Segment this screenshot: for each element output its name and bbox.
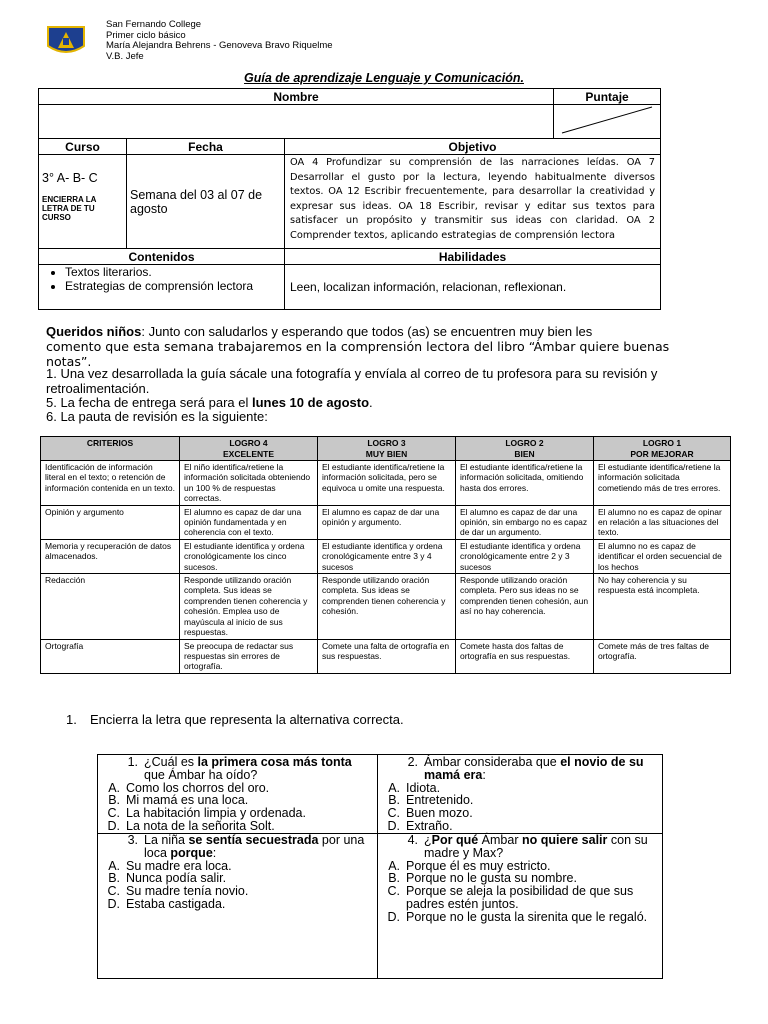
due-date: lunes 10 de agosto <box>251 395 370 410</box>
divider <box>377 754 378 978</box>
rubric-cell: El alumno es capaz de dar una opinión y argumento. <box>318 505 456 539</box>
section-instruction <box>66 712 404 727</box>
rubric-cell: El estudiante identifica y ordena cronológicamente entre 3 y 4 sucesos <box>318 539 456 573</box>
option-text: La habitación limpia y ordenada. <box>126 806 306 821</box>
q-text: La niña <box>144 833 189 847</box>
option-letter[interactable]: B. <box>108 793 120 808</box>
option-text: Su madre era loca. <box>126 858 232 873</box>
rubric-row <box>41 574 731 639</box>
rubric-header-row <box>41 437 731 461</box>
option-d[interactable] <box>104 820 370 833</box>
rubric-cell: El niño identifica/retiene la información solicitada obteniendo un 100 % de respuestas correctas. <box>180 461 318 506</box>
school-cycle: Primer ciclo básico <box>106 29 186 41</box>
rubric-cell: Ortografía <box>41 639 180 673</box>
contenido-item: • Estrategias de comprensión lectora <box>65 280 284 294</box>
rubric-cell: El estudiante identifica/retiene la información solicitada, pero se equivoca u omite una respuesta. <box>318 461 456 506</box>
question-text <box>144 834 370 860</box>
rubric-header-l1: LOGRO 3 <box>367 438 406 448</box>
habilidades-header: Habilidades <box>285 249 661 265</box>
rubric-header-l2: POR MEJORAR <box>630 448 694 459</box>
question-text <box>424 834 656 860</box>
option-text: Buen mozo. <box>406 806 473 821</box>
rubric-header <box>318 437 456 461</box>
question-1 <box>104 756 370 833</box>
rubric-header-l2: EXCELENTE <box>222 448 274 459</box>
q-bold: porque <box>170 845 213 860</box>
option-text: Porque no le gusta su nombre. <box>406 871 577 886</box>
rubric-cell: El alumno no es capaz de identificar el orden secuencial de los hechos <box>594 539 731 573</box>
fecha-value: Semana del 03 al 07 de agosto <box>127 155 285 249</box>
objetivo-header: Objetivo <box>285 139 661 155</box>
option-text: Estaba castigada. <box>126 896 226 911</box>
rubric-header <box>41 437 180 461</box>
rubric-row <box>41 505 731 539</box>
question-number: 3. <box>127 833 138 847</box>
q-bold: la primera cosa más tonta <box>197 755 352 769</box>
teacher-names: María Alejandra Behrens - Genoveva Bravo Riquelme <box>106 40 333 51</box>
rubric-row <box>41 461 731 506</box>
q-text: ¿Cuál es <box>144 755 198 769</box>
q-text: : <box>212 845 217 860</box>
rubric-cell: El estudiante identifica/retiene la información solicitada, omitiendo hasta dos errores. <box>456 461 594 506</box>
curso-note: ENCIERRA LA LETRA DE TU CURSO <box>42 195 97 222</box>
option-letter[interactable]: D. <box>387 909 400 924</box>
rubric-header <box>594 437 731 461</box>
q-text: con su madre y Max? <box>424 833 648 860</box>
question-2 <box>384 756 656 833</box>
option-letter[interactable]: C. <box>107 806 120 821</box>
intro-greeting <box>46 325 710 340</box>
curso-value: 3° A- B- C <box>42 171 98 185</box>
question-stem <box>384 756 656 782</box>
objetivo-value: OA 4 Profundizar su comprensión de las narraciones leídas. OA 7 Desarrollar el gusto por la lectura, leyendo habitualmente diversos textos. OA 12 Escribir frecuentemente, para desarrollar la creatividad y expresar sus ideas. OA 18 Escribir, revisar y editar sus textos para satisfacer un propósito y transmitir sus ideas con claridad. OA 2 Comprender textos, aplicando estrategias de comprensión lectora <box>285 155 661 249</box>
section-number: 1. <box>66 712 77 727</box>
q-text: por una loca <box>144 833 365 860</box>
info-table <box>38 88 661 310</box>
rubric-cell: Comete una falta de ortografía en sus respuestas. <box>318 639 456 673</box>
question-number: 2. <box>407 755 418 769</box>
rubric-cell: Se preocupa de redactar sus respuestas sin errores de ortografía. <box>180 639 318 673</box>
step-5-end: . <box>369 395 373 410</box>
option-letter[interactable]: A. <box>108 858 120 873</box>
option-letter[interactable]: D. <box>107 896 120 911</box>
rubric-cell: Memoria y recuperación de datos almacenados. <box>41 539 180 573</box>
rubric-row <box>41 639 731 673</box>
school-info <box>106 20 333 62</box>
option-text: Idiota. <box>406 780 441 795</box>
school-logo <box>46 24 86 60</box>
rubric-cell: El alumno es capaz de dar una opinión fundamentada y en coherencia con el texto. <box>180 505 318 539</box>
option-letter[interactable]: C. <box>387 884 400 899</box>
rubric-header <box>456 437 594 461</box>
contenidos-cell <box>39 265 285 310</box>
option-text: Porque no le gusta la sirenita que le regaló. <box>406 909 648 924</box>
option-letter[interactable]: C. <box>107 884 120 899</box>
rubric-header-l1: LOGRO 1 <box>642 438 682 448</box>
intro-line2: comento que esta semana trabajaremos en la comprensión lectora del libro “Ámbar quiere buenas notas”. <box>46 339 670 369</box>
rubric-cell: Responde utilizando oración completa. Pero sus ideas no se comprenden tienen cohesión, aun así no hay coherencia. <box>456 574 594 639</box>
rubric-cell: El alumno no es capaz de opinar en relación a las situaciones del texto. <box>594 505 731 539</box>
question-stem <box>384 834 656 860</box>
option-text: Entretenido. <box>406 793 474 808</box>
rubric-cell: Responde utilizando oración completa. Sus ideas se comprenden tienen coherencia y cohesión. <box>318 574 456 639</box>
option-text: Porque se aleja la posibilidad de que sus padres estén juntos. <box>406 884 634 911</box>
question-3 <box>104 834 370 911</box>
puntaje-header: Puntaje <box>554 89 661 105</box>
q-text: ¿ <box>424 833 432 847</box>
step-6: 6. La pauta de revisión es la siguiente: <box>46 409 268 424</box>
step-1: 1. Una vez desarrollada la guía sácale una fotografía y envíala al correo de tu profesora para su revisión y retroalimentación. <box>46 366 658 396</box>
step-5-text: 5. La fecha de entrega será para el <box>46 395 252 410</box>
option-letter[interactable]: C. <box>387 806 400 821</box>
rubric-header <box>180 437 318 461</box>
q-text: Ámbar <box>478 833 522 847</box>
option-letter[interactable]: D. <box>387 818 400 833</box>
rubric-cell: Opinión y argumento <box>41 505 180 539</box>
habilidades-value: Leen, localizan información, relacionan, reflexionan. <box>285 265 661 310</box>
rubric-header-l1: CRITERIOS <box>86 438 134 448</box>
q-bold: el novio de su mamá era <box>424 755 644 782</box>
curso-cell[interactable] <box>39 155 127 249</box>
option-d[interactable] <box>384 911 656 924</box>
option-text: Porque él es muy estricto. <box>406 858 551 873</box>
option-letter[interactable]: B. <box>108 871 120 886</box>
rubric-cell: No hay coherencia y su respuesta está incompleta. <box>594 574 731 639</box>
q-bold: se sentía secuestrada <box>188 833 319 847</box>
puntaje-field[interactable] <box>554 105 661 139</box>
option-text: La nota de la señorita Solt. <box>126 818 275 833</box>
question-number: 1. <box>127 755 138 769</box>
question-number: 4. <box>407 833 418 847</box>
contenido-item: • Textos literarios. <box>65 266 284 280</box>
option-text: Nunca podía salir. <box>126 871 227 886</box>
diagonal-line <box>554 105 661 135</box>
rubric-table <box>40 436 731 674</box>
option-letter[interactable]: D. <box>107 818 120 833</box>
option-text: Como los chorros del oro. <box>126 780 270 795</box>
question-4 <box>384 834 656 924</box>
option-d[interactable] <box>384 820 656 833</box>
q-text: Ámbar consideraba que <box>424 755 561 769</box>
question-text <box>144 756 370 782</box>
rubric-header-l2: MUY BIEN <box>365 448 408 459</box>
rubric-cell: El estudiante identifica y ordena cronológicamente entre 2 y 3 sucesos <box>456 539 594 573</box>
rubric-header-l2: BIEN <box>514 448 535 459</box>
rubric-row <box>41 539 731 573</box>
nombre-field[interactable] <box>39 105 554 139</box>
greeting-rest: : Junto con saludarlos y esperando que todos (as) se encuentren muy bien les <box>141 324 593 339</box>
option-letter[interactable]: A. <box>108 780 120 795</box>
option-text: Mi mamá es una loca. <box>126 793 249 808</box>
rubric-cell: Identificación de información literal en el texto; o retención de información contenida en un texto. <box>41 461 180 506</box>
curso-header: Curso <box>39 139 127 155</box>
school-name: San Fernando College <box>106 19 202 30</box>
section-text: Encierra la letra que representa la alternativa correcta. <box>90 712 404 727</box>
rubric-cell: Comete más de tres faltas de ortografía. <box>594 639 731 673</box>
document-title: Guía de aprendizaje Lenguaje y Comunicación. <box>244 71 524 85</box>
option-letter[interactable]: A. <box>388 780 400 795</box>
contenidos-header: Contenidos <box>39 249 285 265</box>
q-text: : <box>482 767 486 782</box>
rubric-cell: El estudiante identifica y ordena cronológicamente los cinco sucesos. <box>180 539 318 573</box>
option-d[interactable] <box>104 898 370 911</box>
rubric-header-l1: LOGRO 2 <box>505 438 544 448</box>
option-text: Su madre tenía novio. <box>126 884 249 899</box>
rubric-cell: Redacción <box>41 574 180 639</box>
option-letter[interactable]: B. <box>388 871 400 886</box>
option-letter[interactable]: A. <box>388 858 400 873</box>
rubric-header-l1: LOGRO 4 <box>229 438 268 448</box>
greeting-bold: Queridos niños <box>46 324 142 339</box>
rubric-cell: El alumno es capaz de dar una opinión, sin embargo no es capaz de dar un argumento. <box>456 505 594 539</box>
rubric-cell: El estudiante identifica/retiene la información solicitada cometiendo más de tres errores. <box>594 461 731 506</box>
question-stem <box>104 834 370 860</box>
fecha-header: Fecha <box>127 139 285 155</box>
question-stem <box>104 756 370 782</box>
rubric-cell: Comete hasta dos faltas de ortografía en sus respuestas. <box>456 639 594 673</box>
approval: V.B. Jefe <box>106 50 144 62</box>
q-text: que Ámbar ha oído? <box>144 767 258 782</box>
question-text <box>424 756 656 782</box>
q-bold: no quiere salir <box>521 833 608 847</box>
q-bold: Por qué <box>431 833 479 847</box>
nombre-header: Nombre <box>39 89 554 105</box>
option-text: Extraño. <box>406 818 453 833</box>
rubric-cell: Responde utilizando oración completa. Sus ideas se comprenden tienen coherencia y cohesión. Emplea uso de mayúscula al inicio de sus respuestas. <box>180 574 318 639</box>
option-letter[interactable]: B. <box>388 793 400 808</box>
option-c[interactable] <box>384 885 656 911</box>
